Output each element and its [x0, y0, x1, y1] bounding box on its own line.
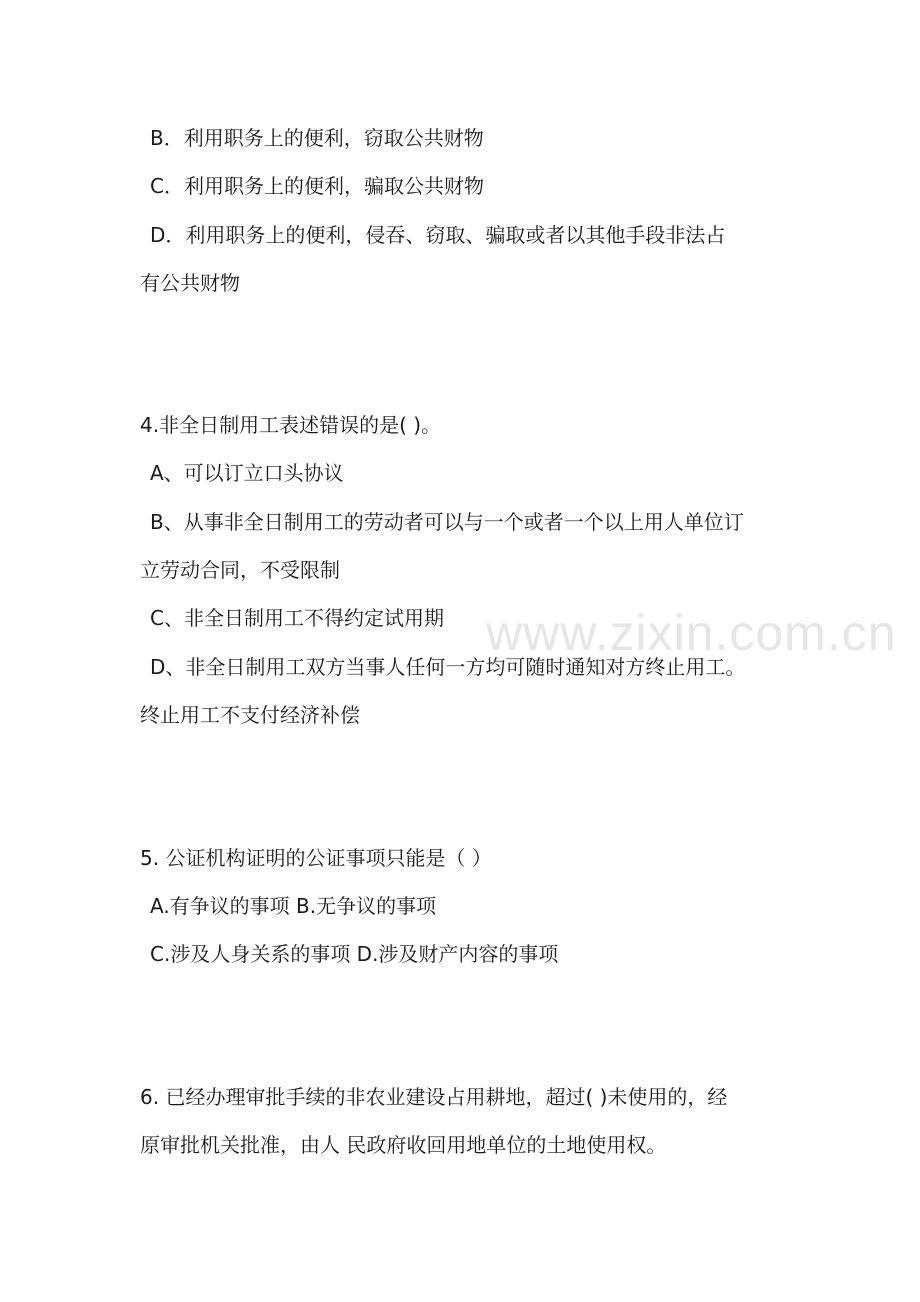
q5-options-ab: A.有争议的事项 B.无争议的事项 — [150, 894, 437, 918]
question-6-line2: 原审批机关批准，由人 民政府收回用地单位的土地使用权。 — [140, 1133, 667, 1157]
q4-option-b-line1: B、从事非全日制用工的劳动者可以与一个或者一个以上用人单位订 — [150, 510, 744, 534]
question-6-line1: 6. 已经办理审批手续的非农业建设占用耕地，超过( )未使用的，经 — [140, 1085, 728, 1109]
option-d-line1: D．利用职务上的便利，侵吞、窃取、骗取或者以其他手段非法占 — [150, 223, 726, 247]
option-d-line2: 有公共财物 — [140, 271, 240, 295]
question-5: 5. 公证机构证明的公证事项只能是（ ） — [140, 846, 492, 870]
q4-option-a: A、可以订立口头协议 — [150, 461, 344, 485]
q5-options-cd: C.涉及人身关系的事项 D.涉及财产内容的事项 — [150, 942, 559, 966]
option-c: C．利用职务上的便利，骗取公共财物 — [150, 174, 484, 198]
watermark: www.zixin.com.cn — [486, 605, 897, 661]
q4-option-c: C、非全日制用工不得约定试用期 — [150, 606, 444, 630]
q4-option-d-line2: 终止用工不支付经济补偿 — [140, 703, 360, 727]
question-4: 4.非全日制用工表述错误的是( )。 — [140, 413, 442, 437]
option-b: B．利用职务上的便利，窃取公共财物 — [150, 126, 484, 150]
q4-option-d-line1: D、非全日制用工双方当事人任何一方均可随时通知对方终止用工。 — [150, 655, 746, 679]
q4-option-b-line2: 立劳动合同，不受限制 — [140, 558, 340, 582]
